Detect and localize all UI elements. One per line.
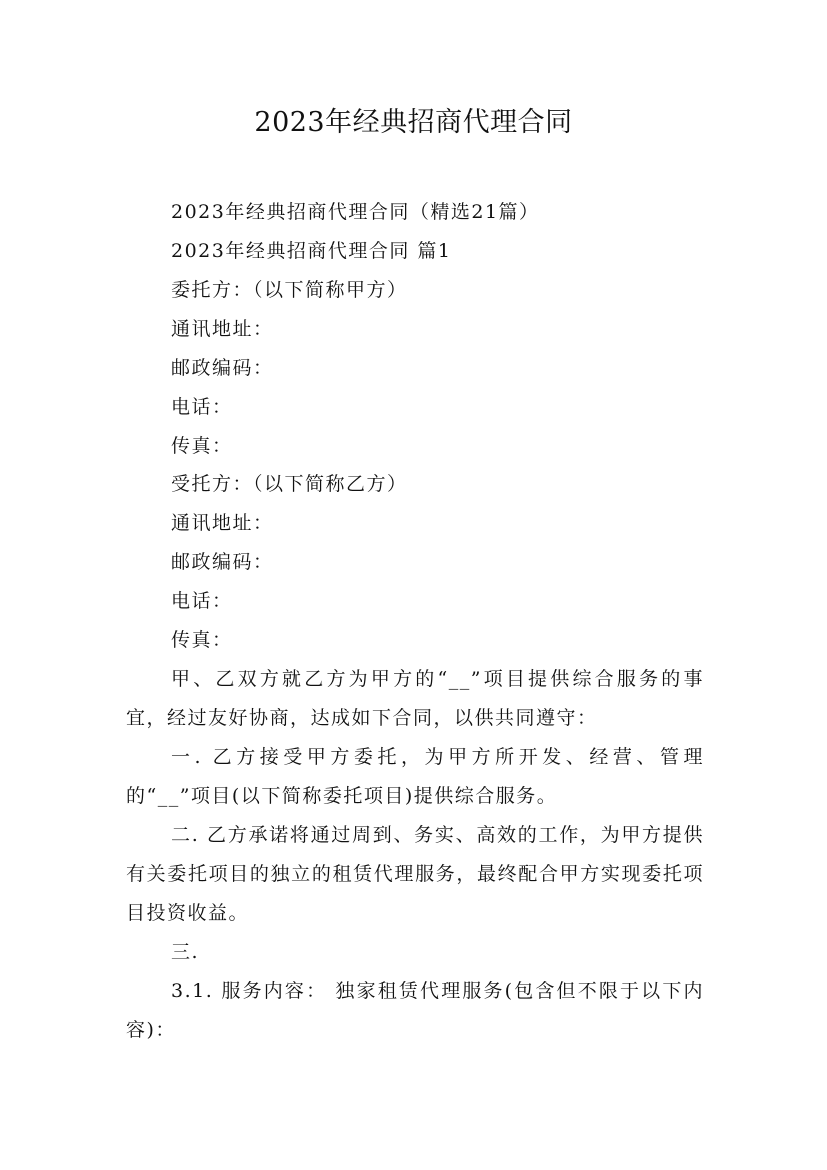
paragraph-clause-3-heading: 三. <box>171 941 200 963</box>
party-b-phone: 电话： <box>171 590 233 612</box>
paragraph-clause-2: 二. 乙方承诺将通过周到、务实、高效的工作，为甲方提供有关委托项目的独立的租赁代理服务，最终配合甲方实现委托项目投资收益。 <box>126 824 704 924</box>
party-b-address: 通讯地址： <box>171 512 274 534</box>
party-a-fax: 传真： <box>171 435 233 457</box>
party-a-phone: 电话： <box>171 396 233 418</box>
party-a-address: 通讯地址： <box>171 318 274 340</box>
paragraph-preamble: 甲、乙双方就乙方为甲方的“__”项目提供综合服务的事宜，经过友好协商，达成如下合同，以供共同遵守： <box>126 668 704 729</box>
party-b-fax: 传真： <box>171 629 233 651</box>
paragraph-clause-3-1: 3.1. 服务内容： 独家租赁代理服务(包含但不限于以下内容)： <box>126 980 704 1041</box>
party-b-postcode: 邮政编码： <box>171 551 274 573</box>
document-subtitle: 2023年经典招商代理合同（精选21篇） <box>171 201 540 223</box>
section-heading: 2023年经典招商代理合同 篇1 <box>171 240 452 262</box>
party-a-postcode: 邮政编码： <box>171 357 274 379</box>
party-a-label: 委托方：（以下简称甲方） <box>171 279 408 301</box>
paragraph-clause-1: 一. 乙方接受甲方委托，为甲方所开发、经营、管理的“__”项目(以下简称委托项目)提供综合服务。 <box>126 746 704 807</box>
document-title: 2023年经典招商代理合同 <box>254 107 573 138</box>
party-b-label: 受托方：（以下简称乙方） <box>171 473 408 495</box>
